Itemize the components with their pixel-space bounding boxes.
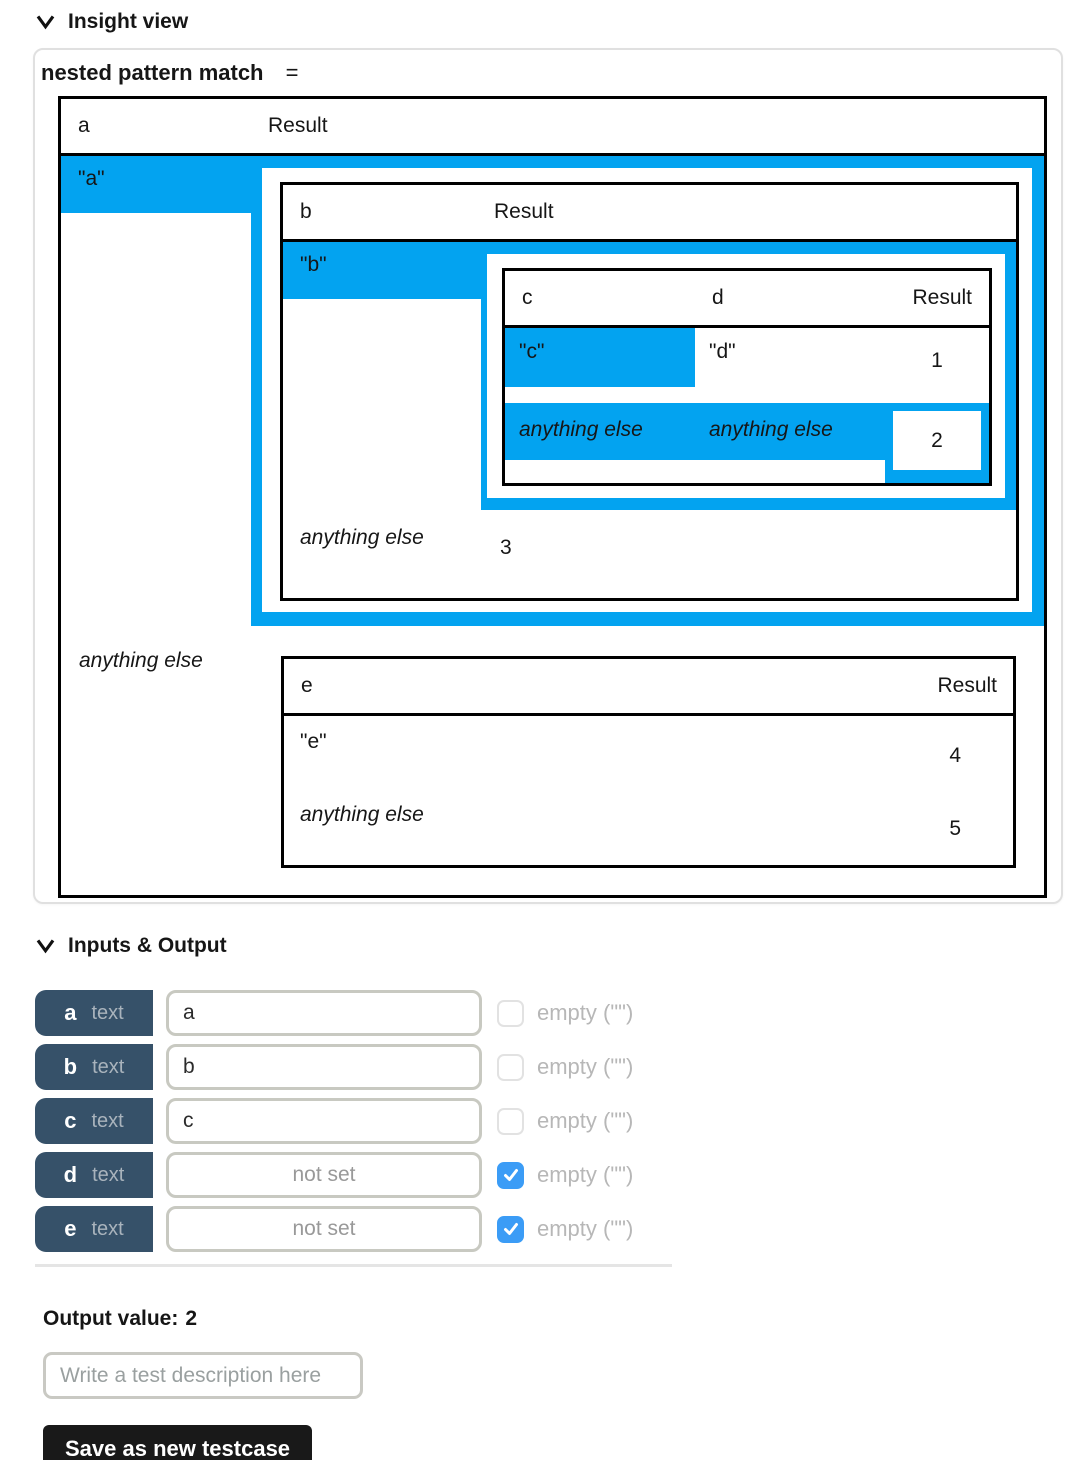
input-type-label: text	[91, 1217, 124, 1240]
outer-else-result	[251, 643, 1044, 895]
outer-result-highlight-frame	[251, 156, 1044, 626]
outer-match-table	[58, 96, 1047, 898]
chevron-down-icon	[36, 938, 55, 954]
cd-row-matched	[505, 403, 989, 483]
input-field-a[interactable]	[166, 990, 482, 1036]
input-type-label: text	[91, 1001, 124, 1024]
input-pill-b	[35, 1044, 153, 1090]
b-header-result: Result	[494, 200, 554, 223]
equals-sign: =	[285, 60, 299, 85]
e-else-pattern: anything else	[300, 803, 424, 826]
b-result-highlight-frame	[481, 242, 1016, 510]
cd-header-c: c	[522, 286, 533, 309]
e-result-4: 4	[949, 744, 961, 767]
output-value: 2	[185, 1307, 198, 1330]
input-name-label: b	[63, 1054, 78, 1079]
cd-result-highlight-frame	[885, 403, 989, 483]
input-type-label: text	[92, 1055, 125, 1078]
io-section-title: Inputs & Output	[68, 934, 227, 957]
input-row-a	[35, 990, 1074, 1036]
input-field-e[interactable]	[166, 1206, 482, 1252]
input-field-c[interactable]	[166, 1098, 482, 1144]
input-name-label: e	[64, 1216, 77, 1241]
cd-header-d: d	[712, 286, 724, 309]
divider	[35, 1264, 672, 1267]
outer-table-header	[61, 99, 1044, 156]
b-pattern-col	[283, 242, 481, 510]
outer-row-else	[61, 626, 1044, 895]
expression-title	[37, 54, 1047, 96]
outer-header-pattern: a	[78, 114, 90, 137]
output-line	[43, 1307, 1074, 1331]
input-pill-a	[35, 990, 153, 1036]
check-icon	[502, 1220, 520, 1238]
b-match-table	[280, 182, 1019, 601]
check-icon	[502, 1166, 520, 1184]
insight-section-title: Insight view	[68, 10, 189, 33]
input-type-label: text	[92, 1163, 125, 1186]
insight-section-toggle[interactable]	[36, 10, 1074, 34]
outer-row-matched	[61, 156, 1044, 626]
test-description-input[interactable]	[43, 1352, 363, 1399]
pattern-cell-c: "c"	[505, 328, 695, 387]
e-match-table	[281, 656, 1016, 868]
cd-result-1: 1	[931, 349, 943, 372]
cd-table-header	[505, 271, 989, 328]
e-row-1	[284, 716, 1013, 789]
input-pill-d	[35, 1152, 153, 1198]
empty-label: empty ("")	[537, 1000, 634, 1025]
io-section	[35, 934, 1074, 1252]
pattern-cell-a: "a"	[61, 156, 251, 213]
cd-row-1	[505, 328, 989, 403]
output-label: Output value:	[43, 1307, 179, 1330]
pattern-cell-b: "b"	[283, 242, 481, 299]
cd-result-2: 2	[893, 411, 981, 470]
b-row-else	[283, 510, 1016, 598]
save-testcase-button[interactable]: Save as new testcase	[43, 1425, 312, 1460]
nested-cd-panel	[487, 254, 1005, 498]
input-row-b	[35, 1044, 1074, 1090]
empty-checkbox-d[interactable]	[497, 1162, 524, 1189]
empty-label: empty ("")	[537, 1162, 634, 1187]
e-table-header	[284, 659, 1013, 716]
chevron-down-icon	[36, 14, 55, 30]
cd-else-d: anything else	[709, 418, 833, 441]
input-name-label: a	[64, 1000, 77, 1025]
cd-else-c: anything else	[519, 418, 643, 441]
empty-checkbox-e[interactable]	[497, 1216, 524, 1243]
empty-checkbox-a[interactable]	[497, 1000, 524, 1027]
io-section-toggle[interactable]	[36, 934, 1074, 958]
empty-checkbox-c[interactable]	[497, 1108, 524, 1135]
empty-checkbox-b[interactable]	[497, 1054, 524, 1081]
outer-else-pattern: anything else	[79, 649, 203, 672]
input-pill-c	[35, 1098, 153, 1144]
input-row-d	[35, 1152, 1074, 1198]
empty-label: empty ("")	[537, 1108, 634, 1133]
e-header-result: Result	[937, 674, 997, 697]
insight-panel	[33, 48, 1063, 904]
empty-label: empty ("")	[537, 1216, 634, 1241]
b-header-pattern: b	[300, 200, 312, 223]
e-header-pattern: e	[301, 674, 313, 697]
e-row-else	[284, 789, 1013, 865]
outer-header-result: Result	[268, 114, 328, 137]
input-row-c	[35, 1098, 1074, 1144]
cd-match-table	[502, 268, 992, 486]
pattern-cell-e: "e"	[300, 730, 327, 753]
b-row-matched	[283, 242, 1016, 510]
nested-b-panel	[262, 168, 1032, 612]
input-name-label: c	[64, 1108, 77, 1133]
input-type-label: text	[91, 1109, 124, 1132]
pattern-cell-d: "d"	[709, 340, 736, 363]
input-pill-e	[35, 1206, 153, 1252]
cd-header-result: Result	[912, 286, 972, 309]
input-name-label: d	[63, 1162, 78, 1187]
empty-label: empty ("")	[537, 1054, 634, 1079]
input-row-e	[35, 1206, 1074, 1252]
b-table-header	[283, 185, 1016, 242]
input-field-b[interactable]	[166, 1044, 482, 1090]
b-result-3: 3	[500, 536, 512, 559]
b-else-pattern: anything else	[300, 526, 424, 549]
outer-pattern-col	[61, 156, 251, 626]
expression-name: nested pattern match	[41, 60, 264, 85]
e-result-5: 5	[949, 817, 961, 840]
input-field-d[interactable]	[166, 1152, 482, 1198]
